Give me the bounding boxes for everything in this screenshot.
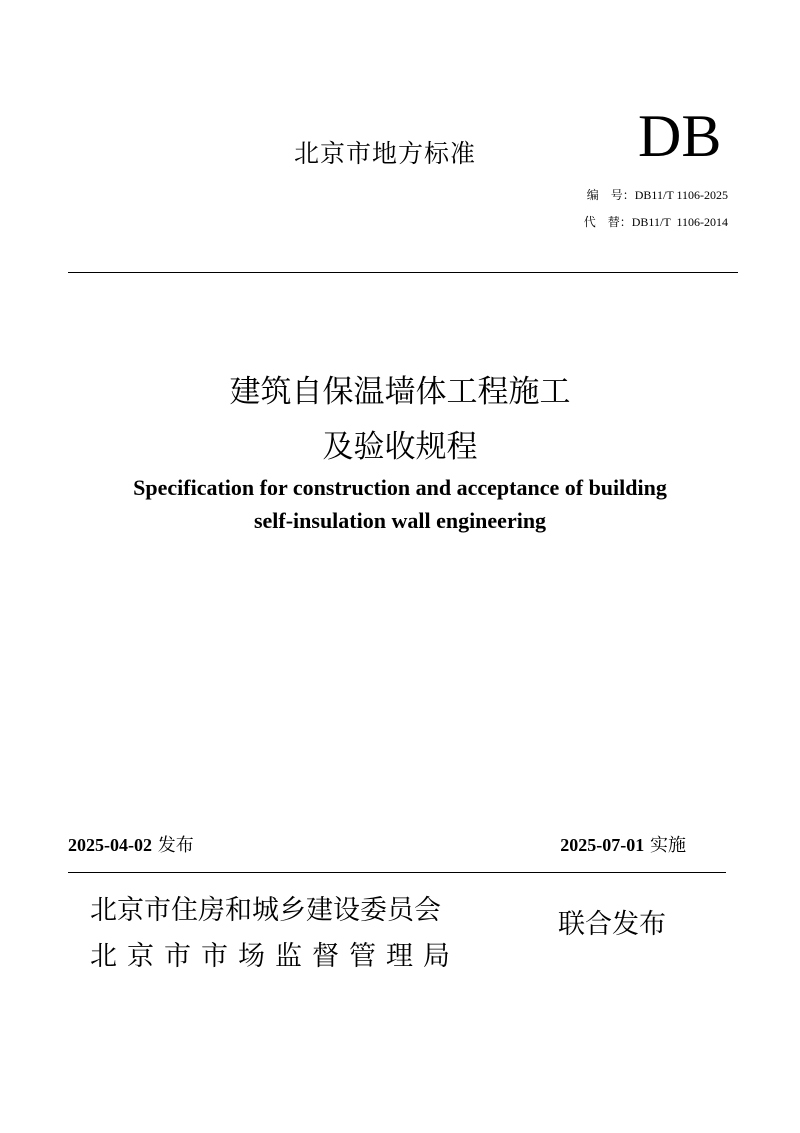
implement-date-value: 2025-07-01 bbox=[560, 835, 645, 855]
title-cn-line1: 建筑自保温墙体工程施工 bbox=[229, 374, 571, 410]
code-value: DB11/T 1106-2025 bbox=[634, 188, 728, 202]
footer-divider bbox=[68, 872, 726, 873]
replaces-label: 代 替： bbox=[583, 215, 632, 229]
title-en-line2: self-insulation wall engineering bbox=[253, 508, 547, 533]
issue-date bbox=[68, 831, 194, 857]
code-label: 编 号： bbox=[586, 188, 635, 202]
issuer-org2: 北京市市场监督管理局 bbox=[90, 941, 460, 972]
issue-date-value: 2025-04-02 bbox=[68, 835, 152, 855]
title-cn-line2: 及验收规程 bbox=[322, 429, 478, 465]
issue-label: 发布 bbox=[157, 835, 194, 856]
standard-code bbox=[587, 186, 728, 203]
replaces-value: DB11/T 1106-2014 bbox=[631, 215, 728, 229]
standard-type: 北京市地方标准 bbox=[294, 139, 477, 168]
implementation-date bbox=[560, 831, 686, 857]
joint-issue-label: 联合发布 bbox=[558, 909, 666, 940]
header-divider bbox=[68, 272, 738, 273]
title-en-line1: Specification for construction and acceptance of building bbox=[133, 475, 667, 500]
db-logo: DB bbox=[638, 103, 722, 169]
issuer-org1: 北京市住房和城乡建设委员会 bbox=[90, 895, 441, 926]
replaced-standard bbox=[584, 213, 728, 230]
implement-label: 实施 bbox=[650, 835, 686, 856]
